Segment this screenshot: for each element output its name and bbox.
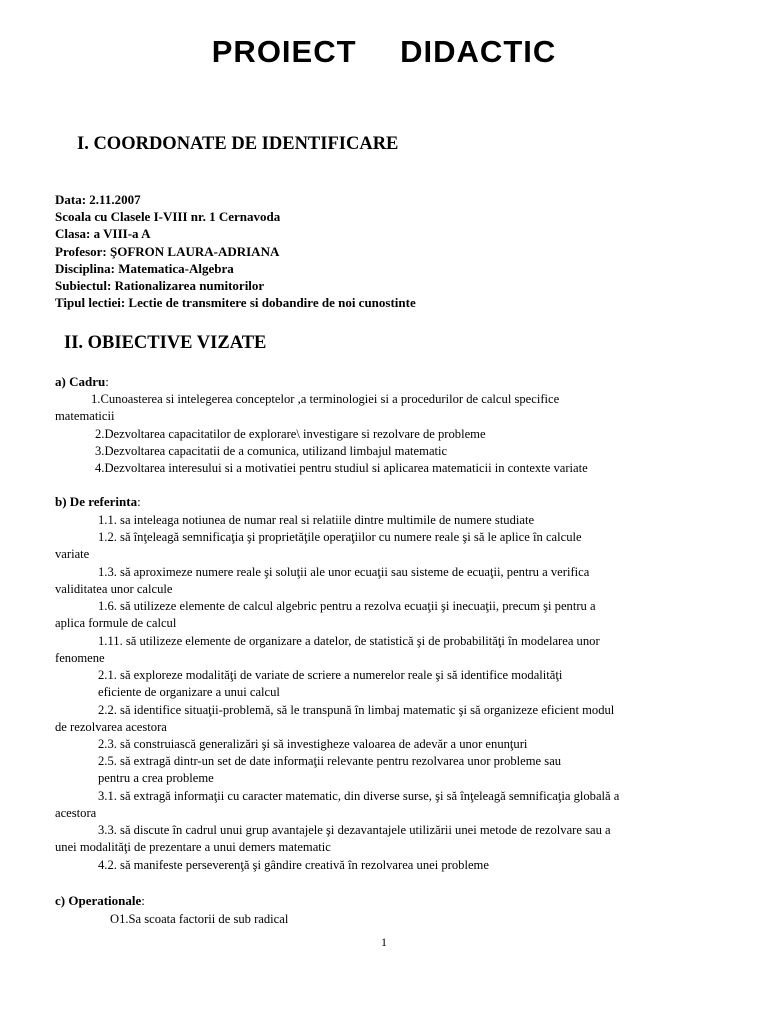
objective-line: 1.2. să înţeleagă semnificaţia şi proprietăţile operaţiilor cu numere reale şi să le aplice în calcule: [98, 530, 582, 544]
objective-line: 4.2. să manifeste perseverenţă şi gândire creativă în rezolvarea unei probleme: [98, 858, 489, 872]
operationale-objective: [110, 911, 288, 928]
objective-line: 1.1. sa inteleaga notiunea de numar real si relatiile dintre multimile de numere studiate: [98, 513, 535, 527]
cadru-objective: [95, 460, 588, 477]
ident-line: Disciplina: Matematica-Algebra: [55, 260, 234, 276]
objective-line: 2.Dezvoltarea capacitatilor de explorare\ investigare si rezolvare de probleme: [95, 427, 486, 441]
referinta-objective: [55, 633, 600, 666]
ident-line: Scoala cu Clasele I-VIII nr. 1 Cernavoda: [55, 209, 281, 225]
identification-block: [55, 191, 416, 311]
subsection-referinta: b) De referinta:: [55, 494, 141, 509]
referinta-objective: [55, 788, 620, 821]
section-heading-identificare: I. COORDONATE DE IDENTIFICARE: [77, 134, 399, 154]
objective-line: 2.3. să construiască generalizări şi să investigheze valoarea de adevăr a unor enunţuri: [98, 737, 528, 751]
objective-line: 4.Dezvoltarea interesului si a motivatiei pentru studiul si aplicarea matematicii in contexte variate: [95, 461, 588, 475]
ident-line: Subiectul: Rationalizarea numitorilor: [55, 278, 265, 294]
ident-line: Clasa: a VIII-a A: [55, 226, 151, 242]
objective-line: matematicii: [55, 408, 115, 423]
objective-line: 3.1. să extragă informaţii cu caracter matematic, din diverse surse, şi să înţeleagă semnificaţia globală a: [98, 789, 620, 803]
objective-line: acestora: [55, 805, 97, 820]
objective-line: 1.11. să utilizeze elemente de organizare a datelor, de statistică şi de probabilităţi în modelarea unor: [98, 634, 600, 648]
objective-line: 1.3. să aproximeze numere reale şi soluţii ale unor ecuaţii sau sisteme de ecuaţii, pentru a verifica: [98, 565, 590, 579]
objective-line: 2.2. să identifice situaţii-problemă, să le transpună în limbaj matematic şi să organizeze eficient modul: [98, 703, 615, 717]
section-heading-obiective: II. OBIECTIVE VIZATE: [64, 333, 267, 353]
cadru-objective: [55, 391, 560, 424]
subsection-cadru: a) Cadru:: [55, 374, 109, 389]
document-title: PROIECT DIDACTIC: [211, 34, 557, 69]
referinta-objective: [98, 512, 534, 529]
objective-line: unei modalităţi de prezentare a unui demers matematic: [55, 839, 331, 854]
referinta-objective: [98, 667, 562, 700]
referinta-objective: [55, 822, 611, 855]
referinta-objective: [55, 564, 590, 597]
referinta-objective: [55, 529, 582, 562]
objective-line: 1.6. să utilizeze elemente de calcul algebric pentru a rezolva ecuaţii şi inecuaţii, precum şi pentru a: [98, 599, 596, 613]
objective-line: 2.1. să exploreze modalităţi de variate de scriere a numerelor reale şi să identifice modalităţi: [98, 668, 563, 682]
subsection-label: a) Cadru: [55, 374, 106, 389]
objective-line: 3.3. să discute în cadrul unui grup avantajele şi dezavantajele utilizării unei metode de rezolvare sau a: [98, 823, 611, 837]
objective-line: 1.Cunoasterea si intelegerea conceptelor ,a terminologiei si a procedurilor de calcul specifice: [91, 392, 560, 406]
objective-line: O1.Sa scoata factorii de sub radical: [110, 912, 289, 926]
cadru-objective: [95, 443, 447, 460]
ident-line: Profesor: ŞOFRON LAURA-ADRIANA: [55, 243, 280, 259]
objective-line: eficiente de organizare a unui calcul: [98, 684, 280, 699]
subsection-label: b) De referinta: [55, 494, 138, 509]
objective-line: validitatea unor calcule: [55, 581, 173, 596]
objective-line: de rezolvarea acestora: [55, 719, 167, 734]
page-number: 1: [381, 935, 387, 949]
referinta-objective: [98, 753, 561, 786]
cadru-objective: [95, 426, 486, 443]
referinta-objective: [98, 857, 489, 874]
objective-line: aplica formule de calcul: [55, 615, 177, 630]
referinta-objective: [55, 702, 615, 735]
objective-line: 2.5. să extragă dintr-un set de date informaţii relevante pentru rezolvarea unor probleme sau: [98, 754, 562, 768]
subsection-operationale: c) Operationale:: [55, 893, 145, 908]
objective-line: variate: [55, 546, 90, 561]
objective-line: 3.Dezvoltarea capacitatii de a comunica, utilizand limbajul matematic: [95, 444, 448, 458]
referinta-objective: [98, 736, 527, 753]
referinta-objective: [55, 598, 596, 631]
objective-line: pentru a crea probleme: [98, 770, 214, 785]
subsection-label: c) Operationale: [55, 893, 142, 908]
ident-line: Tipul lectiei: Lectie de transmitere si dobandire de noi cunostinte: [55, 295, 416, 311]
ident-line: Data: 2.11.2007: [55, 192, 141, 207]
objective-line: fenomene: [55, 650, 105, 665]
